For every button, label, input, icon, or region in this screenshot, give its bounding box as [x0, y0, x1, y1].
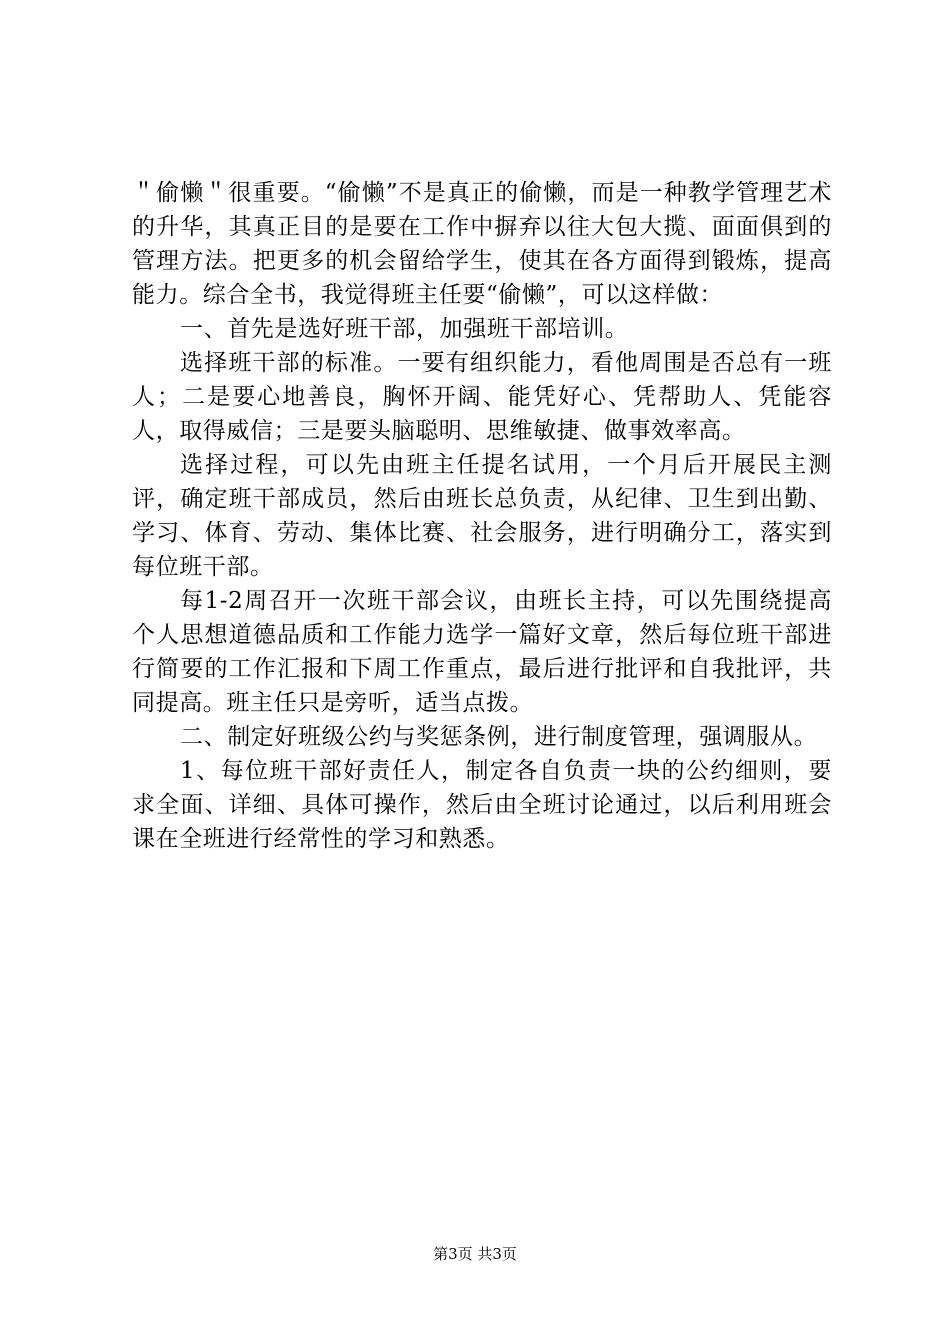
paragraph-selection-criteria: 选择班干部的标准。一要有组织能力，看他周围是否总有一班人；二是要心地善良，胸怀开阔、能凭好心、凭帮助人、凭能容人，取得威信；三是要头脑聪明、思维敏捷、做事效率高。: [132, 350, 832, 444]
paragraph-meetings: 每1-2周召开一次班干部会议，由班长主持，可以先围绕提高个人思想道德品质和工作能力选学一篇好文章，然后每位班干部进行简要的工作汇报和下周工作重点，最后进行批评和自我批评，共同提高。班主任只是旁听，适当点拨。: [132, 588, 832, 716]
paragraph-selection-process: 选择过程，可以先由班主任提名试用，一个月后开展民主测评，确定班干部成员，然后由班长总负责，从纪律、卫生到出勤、学习、体育、劳动、集体比赛、社会服务，进行明确分工，落实到每位班干部。: [132, 452, 832, 580]
page-number: 第3页 共3页: [433, 1245, 517, 1263]
page-footer: [0, 1244, 950, 1264]
document-body: [132, 176, 832, 856]
paragraph-intro: ＂偷懒＂很重要。“偷懒”不是真正的偷懒，而是一种教学管理艺术的升华，其真正目的是要在工作中摒弃以往大包大揽、面面俱到的管理方法。把更多的机会留给学生，使其在各方面得到锻炼，提高能力。综合全书，我觉得班主任要“偷懒”，可以这样做：: [132, 180, 832, 308]
paragraph-rules: 1、每位班干部好责任人，制定各自负责一块的公约细则，要求全面、详细、具体可操作，然后由全班讨论通过，以后利用班会课在全班进行经常性的学习和熟悉。: [132, 758, 832, 852]
heading-section-two: 二、制定好班级公约与奖惩条例，进行制度管理，强调服从。: [180, 724, 818, 750]
heading-section-one: 一、首先是选好班干部，加强班干部培训。: [180, 316, 629, 342]
